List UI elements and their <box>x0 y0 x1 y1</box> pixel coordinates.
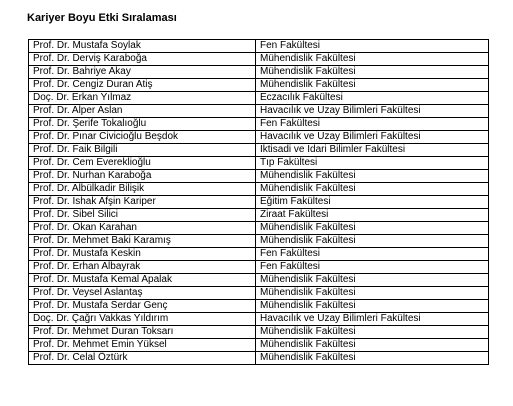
table-row <box>29 131 489 144</box>
cell-name: Prof. Dr. Mehmet Baki Karamış <box>29 235 256 248</box>
cell-faculty: Mühendislik Fakültesi <box>256 66 489 79</box>
cell-faculty: Mühendislik Fakültesi <box>256 326 489 339</box>
table-row <box>29 235 489 248</box>
cell-name: Prof. Dr. Mustafa Kemal Apalak <box>29 274 256 287</box>
cell-faculty: Mühendislik Fakültesi <box>256 53 489 66</box>
cell-faculty: Mühendislik Fakültesi <box>256 235 489 248</box>
cell-name: Prof. Dr. Şerife Tokalıoğlu <box>29 118 256 131</box>
cell-name: Prof. Dr. Mustafa Serdar Genç <box>29 300 256 313</box>
cell-faculty: Havacılık ve Uzay Bilimleri Fakültesi <box>256 105 489 118</box>
cell-faculty: Eğitim Fakültesi <box>256 196 489 209</box>
cell-name: Prof. Dr. Cengiz Duran Atiş <box>29 79 256 92</box>
cell-faculty: Fen Fakültesi <box>256 40 489 53</box>
table-row <box>29 222 489 235</box>
cell-name: Prof. Dr. Albülkadir Bilişik <box>29 183 256 196</box>
cell-name: Prof. Dr. Celal Öztürk <box>29 352 256 365</box>
cell-faculty: Mühendislik Fakültesi <box>256 352 489 365</box>
table-row <box>29 196 489 209</box>
cell-name: Prof. Dr. Nurhan Karaboğa <box>29 170 256 183</box>
table-row <box>29 261 489 274</box>
cell-name: Prof. Dr. Mehmet Duran Toksarı <box>29 326 256 339</box>
cell-name: Prof. Dr. Mustafa Keskin <box>29 248 256 261</box>
table-row <box>29 300 489 313</box>
table-row <box>29 105 489 118</box>
table-row <box>29 183 489 196</box>
table-row <box>29 352 489 365</box>
cell-name: Prof. Dr. Okan Karahan <box>29 222 256 235</box>
cell-faculty: Ziraat Fakültesi <box>256 209 489 222</box>
table-row <box>29 157 489 170</box>
cell-faculty: İktisadi ve İdari Bilimler Fakültesi <box>256 144 489 157</box>
cell-faculty: Eczacılık Fakültesi <box>256 92 489 105</box>
ranking-table <box>28 39 489 365</box>
table-row <box>29 313 489 326</box>
table-row <box>29 118 489 131</box>
cell-name: Prof. Dr. Cem Evereklioğlu <box>29 157 256 170</box>
cell-faculty: Mühendislik Fakültesi <box>256 300 489 313</box>
table-row <box>29 209 489 222</box>
table-row <box>29 92 489 105</box>
cell-name: Prof. Dr. Erhan Albayrak <box>29 261 256 274</box>
cell-faculty: Mühendislik Fakültesi <box>256 287 489 300</box>
cell-name: Prof. Dr. Alper Aslan <box>29 105 256 118</box>
table-row <box>29 274 489 287</box>
table-body <box>29 40 489 365</box>
table-row <box>29 79 489 92</box>
table-row <box>29 53 489 66</box>
cell-name: Prof. Dr. Pınar Civicioğlu Beşdok <box>29 131 256 144</box>
cell-name: Prof. Dr. Derviş Karaboğa <box>29 53 256 66</box>
table-row <box>29 66 489 79</box>
table-row <box>29 170 489 183</box>
table-row <box>29 40 489 53</box>
cell-faculty: Mühendislik Fakültesi <box>256 183 489 196</box>
table-row <box>29 144 489 157</box>
table-row <box>29 287 489 300</box>
cell-faculty: Havacılık ve Uzay Bilimleri Fakültesi <box>256 313 489 326</box>
cell-faculty: Fen Fakültesi <box>256 248 489 261</box>
cell-faculty: Mühendislik Fakültesi <box>256 339 489 352</box>
cell-name: Prof. Dr. Veysel Aslantaş <box>29 287 256 300</box>
cell-name: Prof. Dr. İshak Afşin Kariper <box>29 196 256 209</box>
cell-name: Prof. Dr. Bahriye Akay <box>29 66 256 79</box>
cell-name: Prof. Dr. Mehmet Emin Yüksel <box>29 339 256 352</box>
cell-faculty: Mühendislik Fakültesi <box>256 79 489 92</box>
cell-faculty: Tıp Fakültesi <box>256 157 489 170</box>
page-title: Kariyer Boyu Etki Sıralaması <box>27 12 177 24</box>
cell-name: Prof. Dr. Mustafa Soylak <box>29 40 256 53</box>
cell-faculty: Fen Fakültesi <box>256 261 489 274</box>
cell-name: Prof. Dr. Faik Bilgili <box>29 144 256 157</box>
cell-name: Doç. Dr. Çağrı Vakkas Yıldırım <box>29 313 256 326</box>
cell-faculty: Mühendislik Fakültesi <box>256 222 489 235</box>
cell-name: Doç. Dr. Erkan Yılmaz <box>29 92 256 105</box>
table-row <box>29 326 489 339</box>
cell-faculty: Mühendislik Fakültesi <box>256 170 489 183</box>
cell-faculty: Fen Fakültesi <box>256 118 489 131</box>
table-row <box>29 248 489 261</box>
cell-faculty: Havacılık ve Uzay Bilimleri Fakültesi <box>256 131 489 144</box>
cell-faculty: Mühendislik Fakültesi <box>256 274 489 287</box>
cell-name: Prof. Dr. Sibel Silici <box>29 209 256 222</box>
table-row <box>29 339 489 352</box>
